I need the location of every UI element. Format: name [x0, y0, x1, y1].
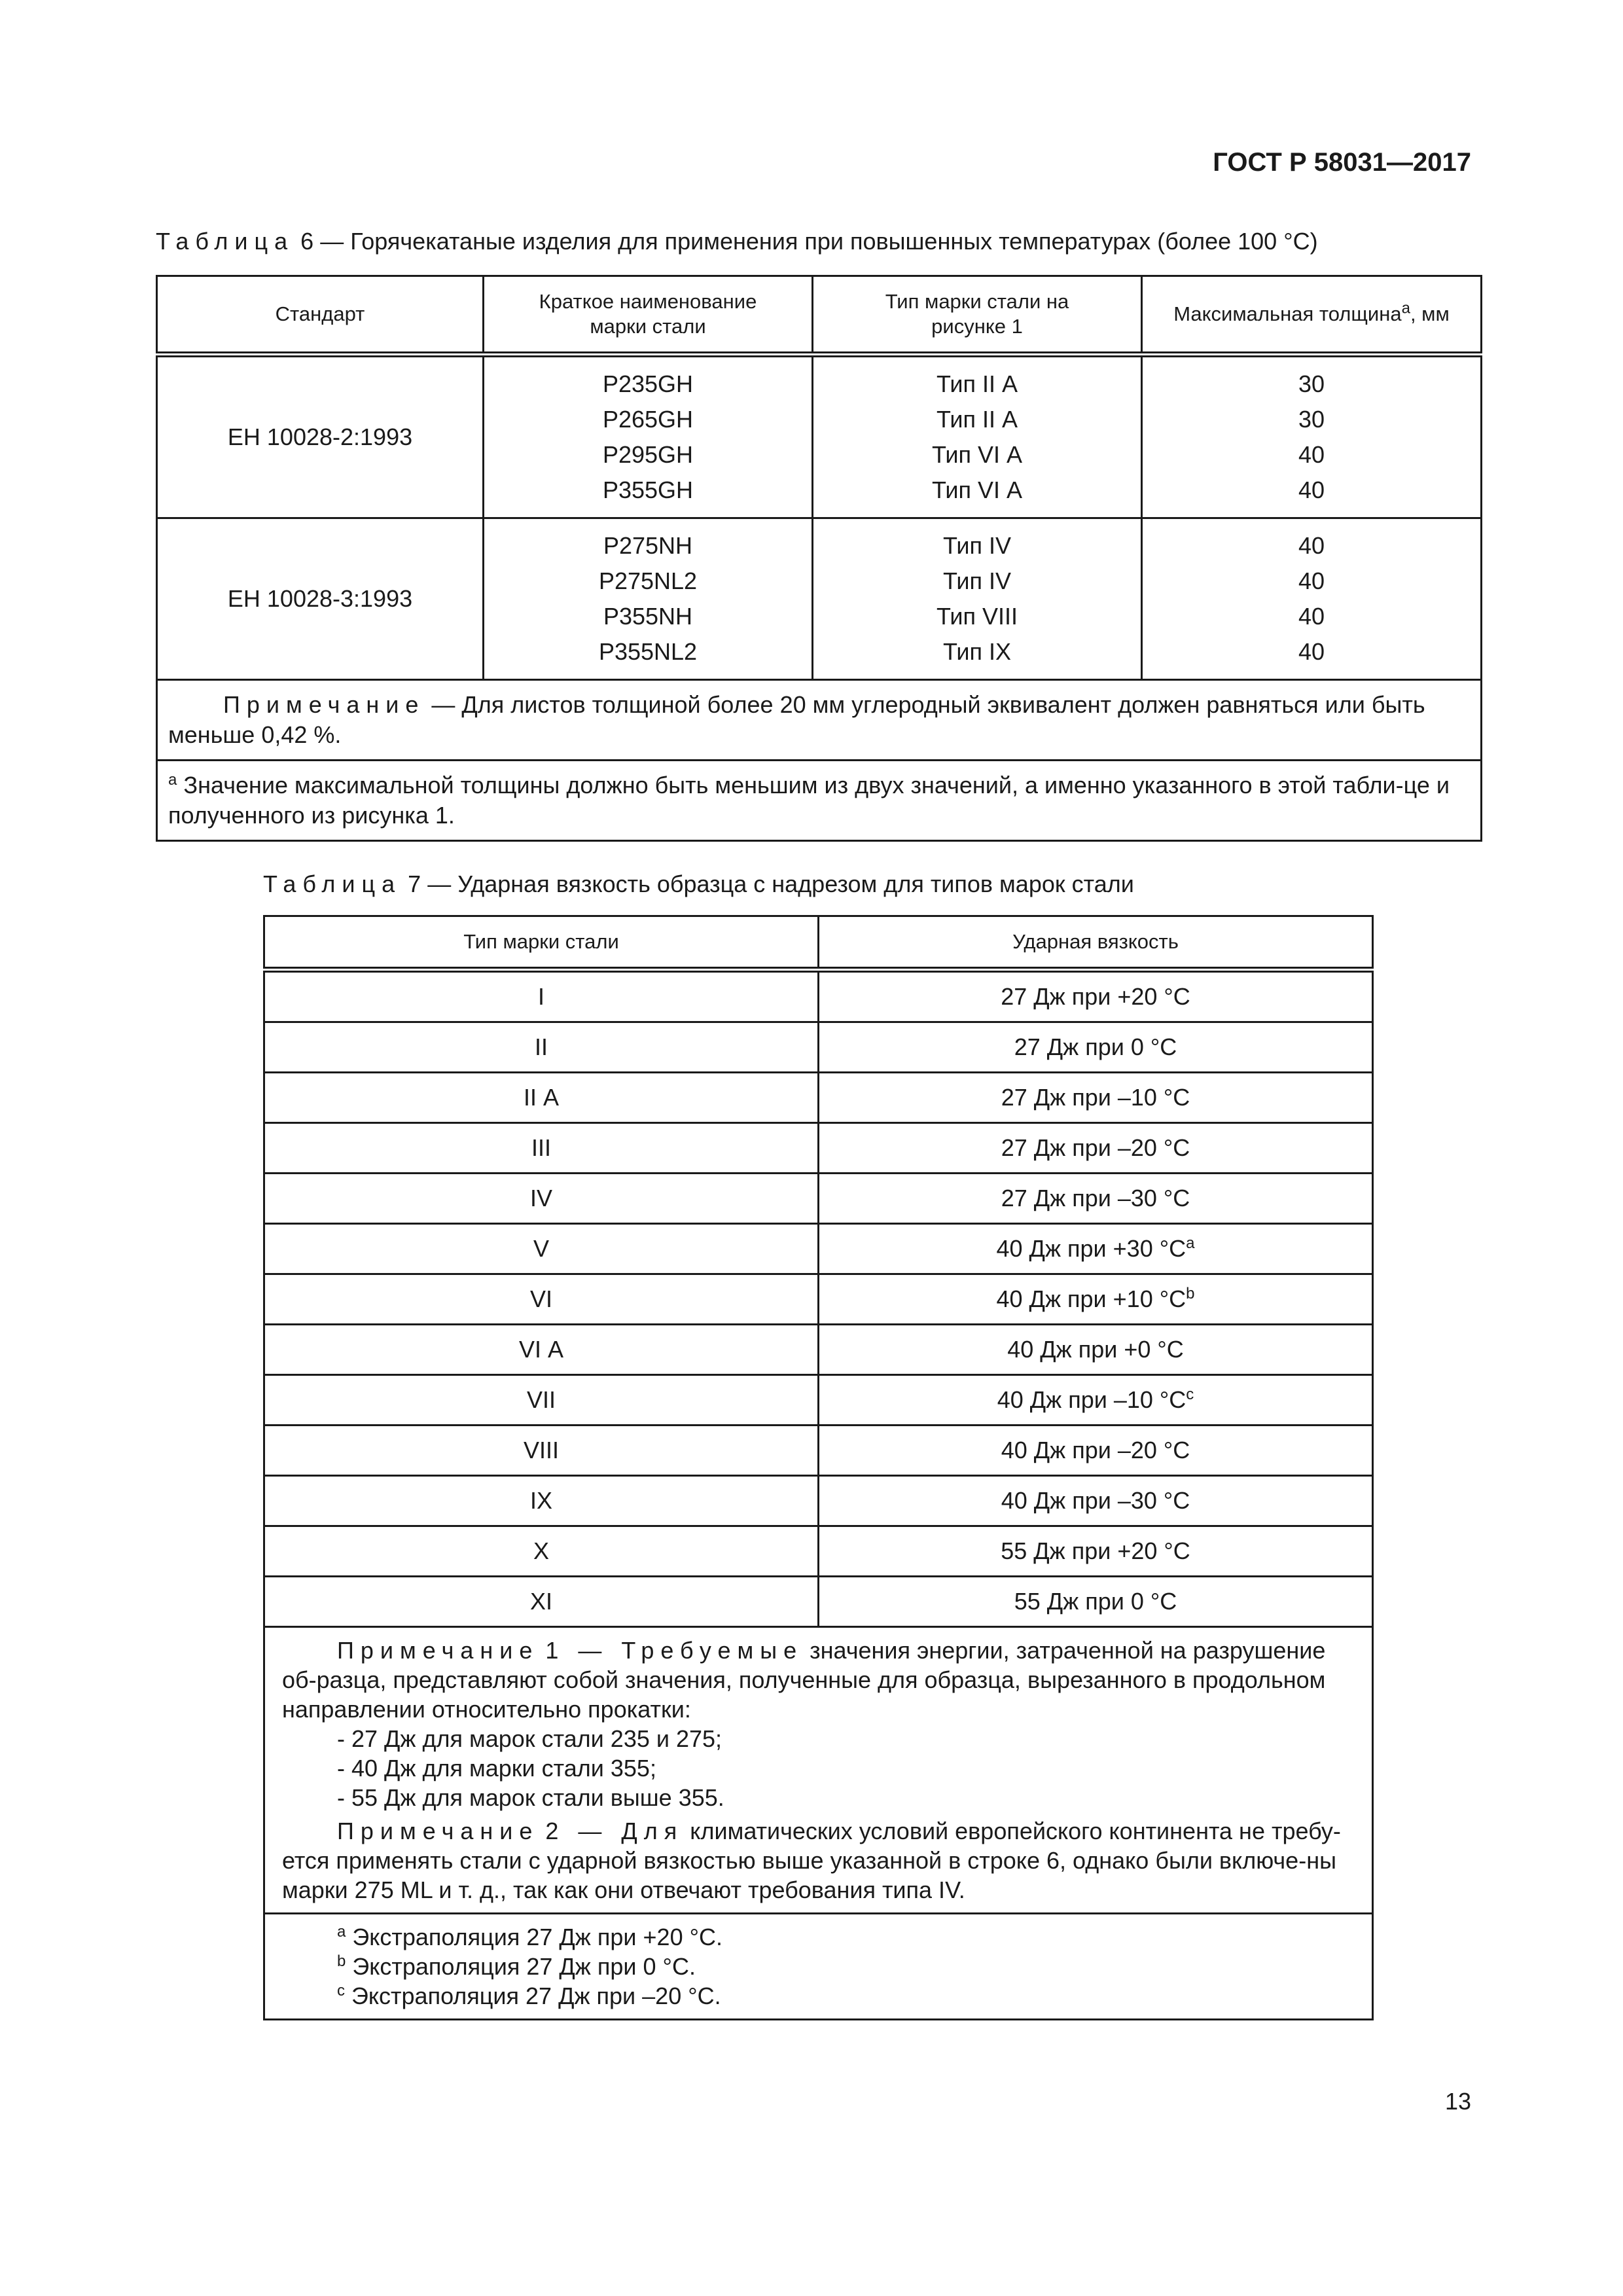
table6-note: [157, 680, 1482, 761]
footnote: [282, 1952, 1355, 1981]
table7-caption: [263, 870, 1134, 898]
type: Тип IV: [942, 567, 1012, 594]
steel-type-cell: IV: [264, 1174, 819, 1224]
impact-value: 27 Дж при +20 °С: [1001, 983, 1190, 1010]
footnote: [282, 1922, 1355, 1952]
grades-cell: [484, 355, 813, 518]
table7-caption-text: 7 — Ударная вязкость образца с надрезом для типов марок стали: [408, 870, 1134, 897]
impact-cell: [819, 1274, 1373, 1325]
table6-caption: [156, 228, 1318, 255]
note1: [282, 1636, 1355, 1724]
thickness: 40: [1298, 441, 1325, 468]
impact-value: 27 Дж при 0 °С: [1014, 1033, 1177, 1060]
header-steel-type: Тип марки стали: [264, 916, 819, 970]
standard-cell: ЕН 10028-2:1993: [157, 355, 484, 518]
type: Тип II А: [936, 370, 1018, 397]
header-impact: Ударная вязкость: [819, 916, 1373, 970]
document-code: ГОСТ Р 58031—2017: [1213, 148, 1471, 177]
footnote-text: Значение максимальной толщины должно быть меньшим из двух значений, а именно указанного в этой табли-це и полученного из рисунка 1.: [168, 772, 1450, 829]
table7-caption-label: Таблица: [263, 870, 402, 897]
footnote: [282, 1981, 1355, 2011]
steel-type-cell: III: [264, 1123, 819, 1174]
impact-cell: [819, 1375, 1373, 1426]
steel-type-cell: X: [264, 1526, 819, 1577]
table-row: [264, 1577, 1373, 1627]
table6-caption-label: Таблица: [156, 228, 294, 255]
header-short-name: Краткое наименование марки стали: [484, 276, 813, 355]
table-row: [157, 355, 1482, 518]
impact-cell: [819, 1426, 1373, 1476]
table7-footnotes: [264, 1914, 1373, 2020]
thickness-cell: [1142, 518, 1482, 680]
header-type: Тип марки стали на рисунке 1: [813, 276, 1142, 355]
impact-cell: [819, 970, 1373, 1022]
impact-value: 27 Дж при –10 °С: [1001, 1084, 1190, 1111]
table7: [263, 915, 1374, 2020]
note2: [282, 1816, 1355, 1905]
thickness-cell: [1142, 355, 1482, 518]
footnote-mark: с: [1186, 1386, 1194, 1403]
grade: P355NH: [603, 603, 693, 630]
type: Тип VI А: [931, 476, 1023, 503]
table7-header-row: [264, 916, 1373, 970]
type: Тип IX: [942, 638, 1012, 665]
list-item: - 40 Дж для марки стали 355;: [337, 1755, 656, 1782]
table-row: [264, 1526, 1373, 1577]
note-text: — Для листов толщиной более 20 мм углеродный эквивалент должен равняться или быть меньше 0,42 %.: [168, 691, 1425, 748]
grade: P265GH: [602, 406, 694, 433]
steel-type-cell: VIII: [264, 1426, 819, 1476]
page-number: 13: [1444, 2088, 1471, 2115]
table6-footnote-row: [157, 761, 1482, 841]
table-row: [264, 1274, 1373, 1325]
table-row: [264, 1123, 1373, 1174]
note1-label2: 1 — Требуемые: [545, 1637, 804, 1664]
grade: P355GH: [602, 476, 694, 503]
grade: P295GH: [602, 441, 694, 468]
types-cell: [813, 355, 1142, 518]
steel-type-cell: II А: [264, 1073, 819, 1123]
footnote-mark: а: [1186, 1234, 1195, 1252]
thickness: 30: [1298, 370, 1325, 397]
impact-cell: [819, 1022, 1373, 1073]
steel-type-cell: II: [264, 1022, 819, 1073]
steel-type-cell: V: [264, 1224, 819, 1274]
thickness: 40: [1298, 603, 1325, 630]
table-row: [264, 1325, 1373, 1375]
footnote-mark: а: [168, 771, 177, 789]
impact-cell: [819, 1476, 1373, 1526]
type: Тип IV: [942, 532, 1012, 559]
header-max-thickness-pre: Максимальная толщина: [1173, 302, 1402, 325]
impact-value: 55 Дж при +20 °С: [1001, 1537, 1190, 1564]
grade: P275NL2: [598, 567, 698, 594]
table-row: [264, 1375, 1373, 1426]
impact-value: 40 Дж при +0 °С: [1007, 1336, 1184, 1363]
steel-type-cell: VII: [264, 1375, 819, 1426]
footnote-mark: b: [1186, 1285, 1195, 1302]
table6: [156, 275, 1482, 842]
impact-value: 55 Дж при 0 °С: [1014, 1588, 1177, 1615]
table-row: [264, 1073, 1373, 1123]
table-row: [264, 1174, 1373, 1224]
note1-text: значения энергии, затраченной на разрушение об-разца, представляют собой значения, полученные для образца, вырезанного в продольном направлении относительно прокатки:: [282, 1637, 1326, 1723]
impact-value: 40 Дж при –30 °С: [1001, 1487, 1190, 1514]
table-row: [264, 1426, 1373, 1476]
impact-value: 27 Дж при –20 °С: [1001, 1134, 1190, 1161]
impact-value: 40 Дж при +30 °С: [996, 1235, 1186, 1262]
impact-cell: [819, 1577, 1373, 1627]
header-max-thickness: [1142, 276, 1482, 355]
table7-notes-row: [264, 1627, 1373, 1914]
footnote-mark: а: [337, 1923, 346, 1941]
table6-header-row: [157, 276, 1482, 355]
impact-cell: [819, 1123, 1373, 1174]
footnote-mark: с: [337, 1982, 345, 2000]
steel-type-cell: IX: [264, 1476, 819, 1526]
list-item: - 27 Дж для марок стали 235 и 275;: [337, 1725, 722, 1752]
type: Тип VIII: [936, 603, 1018, 630]
impact-cell: [819, 1325, 1373, 1375]
impact-cell: [819, 1224, 1373, 1274]
table6-caption-text: 6 — Горячекатаные изделия для применения при повышенных температурах (более 100 °С): [300, 228, 1318, 255]
header-max-thickness-post: , мм: [1410, 302, 1450, 325]
note2-text: климатических условий европейского континента не требу-ется применять стали с ударной вязкостью выше указанной в строке 6, однако были включе-ны марки 275 ML и т. д., так как они отвечают требования типа IV.: [282, 1818, 1341, 1903]
table-row: [264, 1224, 1373, 1274]
footnote-text: Экстраполяция 27 Дж при –20 °С.: [351, 1982, 721, 2009]
thickness: 40: [1298, 476, 1325, 503]
steel-type-cell: XI: [264, 1577, 819, 1627]
table6-footnote: [157, 761, 1482, 841]
impact-cell: [819, 1073, 1373, 1123]
table-row: [264, 970, 1373, 1022]
table-row: [264, 1476, 1373, 1526]
types-cell: [813, 518, 1142, 680]
impact-cell: [819, 1526, 1373, 1577]
steel-type-cell: VI: [264, 1274, 819, 1325]
standard-cell: ЕН 10028-3:1993: [157, 518, 484, 680]
table6-note-row: [157, 680, 1482, 761]
impact-value: 27 Дж при –30 °С: [1001, 1185, 1190, 1211]
table7-notes: [264, 1627, 1373, 1914]
type: Тип VI А: [931, 441, 1023, 468]
table7-footnotes-row: [264, 1914, 1373, 2020]
grade: P355NL2: [598, 638, 698, 665]
table-row: [157, 518, 1482, 680]
grades-cell: [484, 518, 813, 680]
impact-value: 40 Дж при –10 °С: [997, 1386, 1186, 1413]
note1-label: Примечание: [337, 1637, 539, 1664]
steel-type-cell: I: [264, 970, 819, 1022]
thickness: 30: [1298, 406, 1325, 433]
header-standard: Стандарт: [157, 276, 484, 355]
thickness: 40: [1298, 567, 1325, 594]
note-label: Примечание: [223, 691, 425, 718]
type: Тип II А: [936, 406, 1018, 433]
impact-cell: [819, 1174, 1373, 1224]
steel-type-cell: VI А: [264, 1325, 819, 1375]
thickness: 40: [1298, 532, 1325, 559]
note2-label2: 2 — Для: [545, 1818, 684, 1844]
impact-value: 40 Дж при –20 °С: [1001, 1437, 1190, 1463]
footnote-mark: b: [337, 1952, 346, 1970]
note2-label: Примечание: [337, 1818, 539, 1844]
grade: P275NH: [603, 532, 693, 559]
footnote-text: Экстраполяция 27 Дж при 0 °С.: [352, 1953, 696, 1980]
table-row: [264, 1022, 1373, 1073]
grade: P235GH: [602, 370, 694, 397]
header-max-thickness-sup: а: [1401, 299, 1410, 317]
footnote-text: Экстраполяция 27 Дж при +20 °С.: [352, 1924, 722, 1950]
impact-value: 40 Дж при +10 °С: [996, 1285, 1186, 1312]
list-item: - 55 Дж для марок стали выше 355.: [337, 1784, 724, 1811]
thickness: 40: [1298, 638, 1325, 665]
